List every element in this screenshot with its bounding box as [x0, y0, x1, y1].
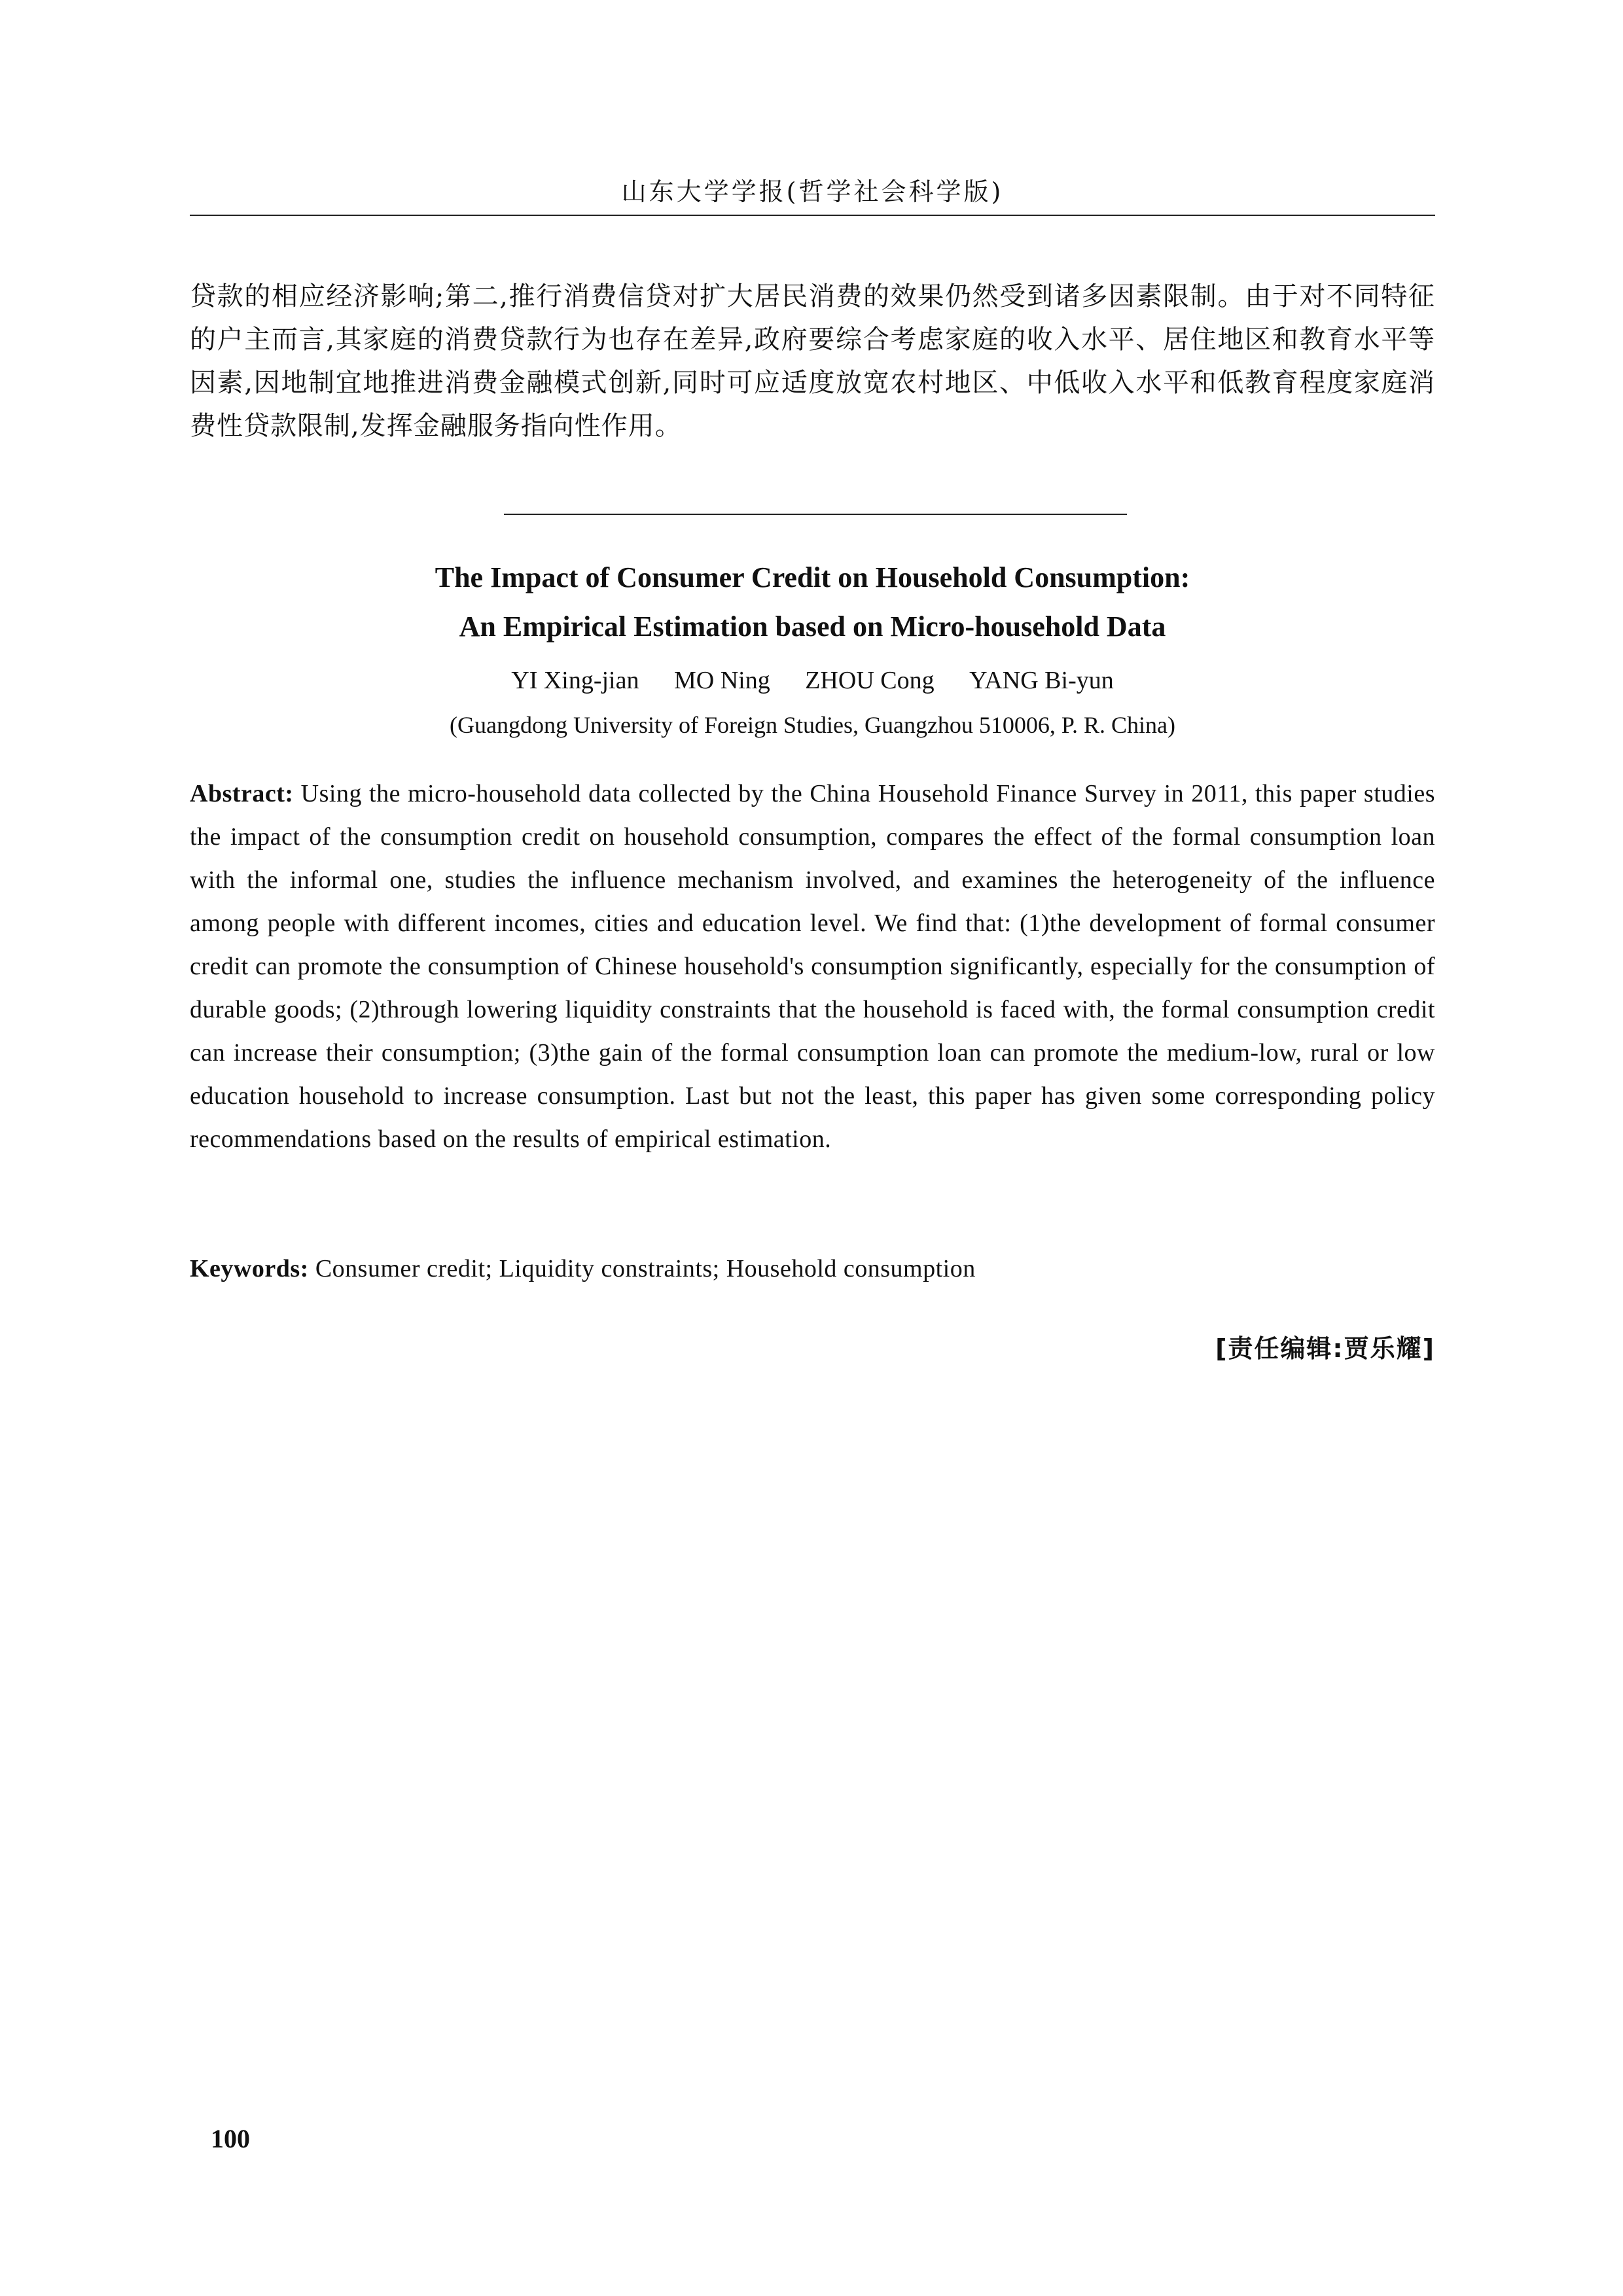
page-number: 100 — [211, 2124, 250, 2153]
english-title-line-2: An Empirical Estimation based on Micro-household Data — [459, 610, 1166, 643]
chinese-paragraph: 贷款的相应经济影响;第二,推行消费信贷对扩大居民消费的效果仍然受到诸多因素限制。由于对不同特征的户主而言,其家庭的消费贷款行为也存在差异,政府要综合考虑家庭的收入水平、居住地区和教育水平等因素,因地制宜地推进消费金融模式创新,同时可应适度放宽农村地区、中低收入水平和低教育程度家庭消费性贷款限制,发挥金融服务指向性作用。 — [190, 281, 1435, 441]
author-name: MO Ning — [673, 667, 770, 694]
keywords-label: Keywords: — [190, 1255, 309, 1282]
section-divider — [504, 514, 1127, 515]
affiliation: (Guangdong University of Foreign Studies, Guangzhou 510006, P. R. China) — [450, 712, 1175, 738]
header-rule — [190, 215, 1435, 216]
author-name: YI Xing-jian — [511, 667, 639, 694]
editor-note: [责任编辑:贾乐耀] — [1215, 1334, 1435, 1363]
abstract-text: Using the micro-household data collected by the China Household Finance Survey in 2011, this paper studies the impact of the consumption credit on household consumption, compares the effect of the formal consumption loan with the informal one, studies the influence mechanism involved, and examines the heterogeneity of the influence among people with different incomes, cities and education level. We find that: (1)the development of formal consumer credit can promote the consumption of Chinese household's consumption significantly, especially for the consumption of durable goods; (2)through lowering liquidity constraints that the household is faced with, the formal consumption credit can increase their consumption; (3)the gain of the formal consumption loan can promote the medium-low, rural or low education household to increase consumption. Last but not the least, this paper has given some corresponding policy recommendations based on the results of empirical estimation. — [190, 780, 1435, 1153]
english-title-line-1: The Impact of Consumer Credit on Household Consumption: — [435, 561, 1190, 593]
author-list — [190, 666, 1435, 695]
keywords-text: Consumer credit; Liquidity constraints; Household consumption — [308, 1255, 976, 1282]
abstract — [190, 772, 1435, 1161]
author-name: YANG Bi-yun — [969, 667, 1114, 694]
running-header: 山东大学学报(哲学社会科学版) — [621, 177, 1004, 206]
english-title — [190, 553, 1435, 651]
author-name: ZHOU Cong — [805, 667, 935, 694]
keywords — [190, 1247, 1435, 1290]
abstract-label: Abstract: — [190, 780, 294, 807]
